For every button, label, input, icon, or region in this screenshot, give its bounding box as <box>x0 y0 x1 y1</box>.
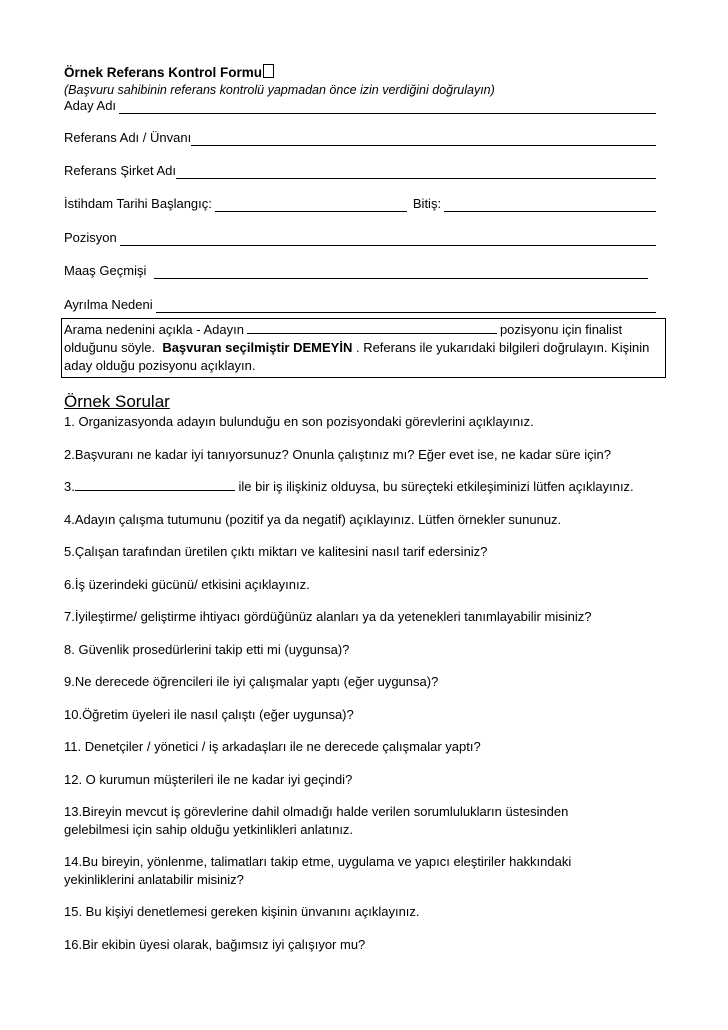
note-part3: . Referans ile yukarıdaki bilgileri doğrulayın. Kişinin aday olduğu pozisyonu açıklayın. <box>64 340 650 373</box>
question-3-text: ile bir iş ilişkiniz olduysa, bu süreçteki etkileşiminizi lütfen açıklayınız. <box>238 479 634 494</box>
position-input[interactable] <box>120 232 656 246</box>
candidate-name-input[interactable] <box>119 100 656 114</box>
question-12: 12. O kurumun müşterileri ile ne kadar iyi geçindi? <box>64 771 353 787</box>
question-10: 10.Öğretim üyeleri ile nasıl çalıştı (eğer uygunsa)? <box>64 706 354 722</box>
question-1: 1. Organizasyonda adayın bulunduğu en son pozisyondaki görevlerini açıklayınız. <box>64 414 534 429</box>
form-subtitle: (Başvuru sahibinin referans kontrolü yapmadan önce izin verdiğini doğrulayın) <box>64 83 495 97</box>
ref-name-field <box>64 130 656 146</box>
leaving-reason-input[interactable] <box>156 299 656 313</box>
ref-company-label: Referans Şirket Adı <box>64 163 176 178</box>
question-13: 13.Bireyin mevcut iş görevlerine dahil olmadığı halde verilen sorumlulukların üstesinden gelebilmesi için sahip olduğu yetkinlikleri anlatınız. <box>64 804 569 837</box>
leaving-reason-label: Ayrılma Nedeni <box>64 297 153 312</box>
candidate-name-field <box>64 98 656 114</box>
reference-form <box>64 64 656 953</box>
form-title-text: Örnek Referans Kontrol Formu <box>64 65 263 80</box>
ref-name-input[interactable] <box>191 132 656 146</box>
salary-history-input[interactable] <box>154 265 648 279</box>
position-label: Pozisyon <box>64 230 117 245</box>
question-6: 6.İş üzerindeki gücünü/ etkisini açıklayınız. <box>64 576 310 592</box>
question-9: 9.Ne derecede öğrencileri ile iyi çalışmalar yaptı (eğer uygunsa)? <box>64 674 439 689</box>
salary-history-field <box>64 263 656 279</box>
question-3-blank[interactable] <box>75 478 235 491</box>
employment-dates-field <box>64 196 656 212</box>
ref-company-field <box>64 163 656 179</box>
candidate-name-label: Aday Adı <box>64 98 117 113</box>
leaving-reason-field <box>64 297 656 313</box>
note-part1: Arama nedenini açıkla - Adayın <box>64 322 244 337</box>
instruction-box <box>61 318 666 378</box>
employment-end-label: Bitiş: <box>412 196 442 211</box>
form-title <box>64 64 656 82</box>
note-bold-warning: Başvuran seçilmiştir DEMEYİN <box>162 340 353 355</box>
question-8: 8. Güvenlik prosedürlerini takip etti mi (uygunsa)? <box>64 641 350 657</box>
ref-name-label: Referans Adı / Ünvanı <box>64 130 192 145</box>
employment-start-input[interactable] <box>215 198 407 212</box>
employment-end-input[interactable] <box>444 198 656 212</box>
question-2: 2.Başvuranı ne kadar iyi tanıyorsunuz? Onunla çalıştınız mı? Eğer evet ise, ne kadar süre için? <box>64 446 612 462</box>
question-15: 15. Bu kişiyi denetlemesi gereken kişinin ünvanını açıklayınız. <box>64 904 420 919</box>
question-5: 5.Çalışan tarafından üretilen çıktı miktarı ve kalitesini nasıl tarif edersiniz? <box>64 544 488 559</box>
employment-start-label: İstihdam Tarihi Başlangıç: <box>64 196 212 211</box>
ref-company-input[interactable] <box>176 165 656 179</box>
question-14: 14.Bu bireyin, yönlenme, talimatları takip etme, uygulama ve yapıcı eleştiriler hakkındaki yekinliklerini anlatabilir misiniz? <box>64 854 572 887</box>
question-16: 16.Bir ekibin üyesi olarak, bağımsız iyi çalışıyor mu? <box>64 936 366 952</box>
salary-history-label: Maaş Geçmişi <box>64 263 147 278</box>
question-11: 11. Denetçiler / yönetici / iş arkadaşları ile ne derecede çalışmalar yaptı? <box>64 739 481 754</box>
question-4: 4.Adayın çalışma tutumunu (pozitif ya da negatif) açıklayınız. Lütfen örnekler sununuz. <box>64 511 562 527</box>
box-glyph-icon <box>263 64 274 78</box>
question-3-number: 3. <box>64 479 75 494</box>
position-field <box>64 230 656 246</box>
note-position-blank[interactable] <box>247 321 497 334</box>
note-part2: pozisyonu için finalist olduğunu söyle. <box>64 322 623 355</box>
question-7: 7.İyileştirme/ geliştirme ihtiyacı gördüğünüz alanları ya da yetenekleri tanımlayabilir misiniz? <box>64 609 592 624</box>
sample-questions-heading: Örnek Sorular <box>64 392 170 411</box>
question-3 <box>64 478 656 496</box>
